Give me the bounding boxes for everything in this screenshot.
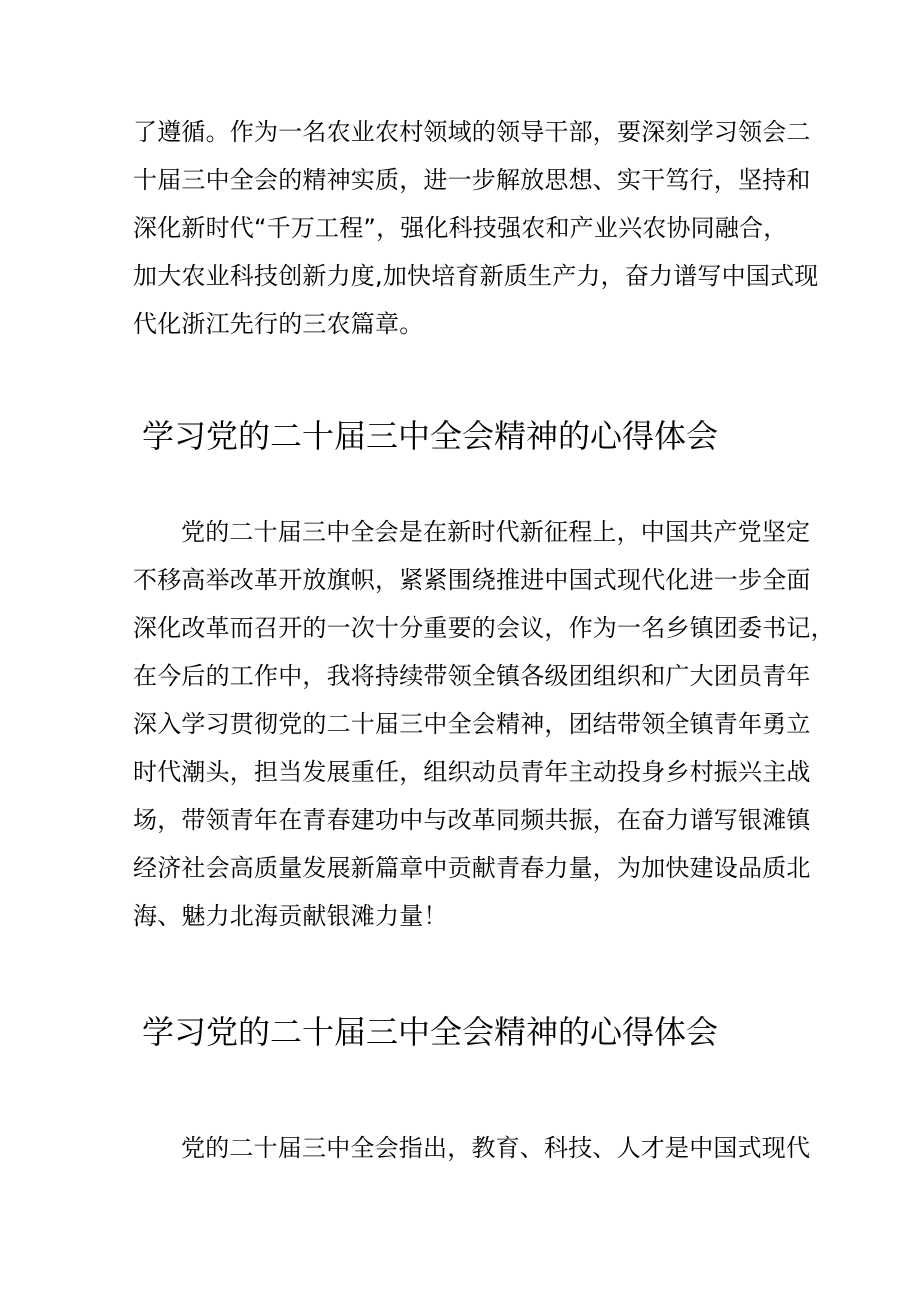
paragraph-line: 十届三中全会的精神实质，进一步解放思想、实干笃行，坚持和 xyxy=(133,166,811,194)
paragraph-line: 深入学习贯彻党的二十届三中全会精神，团结带领全镇青年勇立 xyxy=(133,710,811,738)
paragraph-line: 了遵循。作为一名农业农村领域的领导干部，要深刻学习领会二 xyxy=(133,118,811,146)
paragraph-line: 党的二十届三中全会是在新时代新征程上，中国共产党坚定 xyxy=(181,518,811,546)
paragraph-line: 加大农业科技创新力度,加快培育新质生产力，奋力谱写中国式现 xyxy=(133,262,819,290)
paragraph-line: 党的二十届三中全会指出，教育、科技、人才是中国式现代 xyxy=(181,1134,811,1162)
paragraph-line: 不移高举改革开放旗帜，紧紧围绕推进中国式现代化进一步全面 xyxy=(133,566,811,594)
paragraph-line: 深化改革而召开的一次十分重要的会议，作为一名乡镇团委书记， xyxy=(133,614,835,642)
paragraph-line: 场，带领青年在青春建功中与改革同频共振，在奋力谱写银滩镇 xyxy=(133,806,811,834)
paragraph-line: 代化浙江先行的三农篇章。 xyxy=(133,310,424,338)
paragraph-line: 时代潮头，担当发展重任，组织动员青年主动投身乡村振兴主战 xyxy=(133,758,811,786)
section-heading: 学习党的二十届三中全会精神的心得体会 xyxy=(142,417,719,455)
paragraph-line: 经济社会高质量发展新篇章中贡献青春力量，为加快建设品质北 xyxy=(133,854,811,882)
paragraph-line: 海、魅力北海贡献银滩力量！ xyxy=(133,902,448,930)
section-heading: 学习党的二十届三中全会精神的心得体会 xyxy=(142,1013,719,1051)
paragraph-line: 深化新时代“千万工程”，强化科技强农和产业兴农协同融合， xyxy=(133,214,788,242)
paragraph-line: 在今后的工作中，我将持续带领全镇各级团组织和广大团员青年 xyxy=(133,662,811,690)
